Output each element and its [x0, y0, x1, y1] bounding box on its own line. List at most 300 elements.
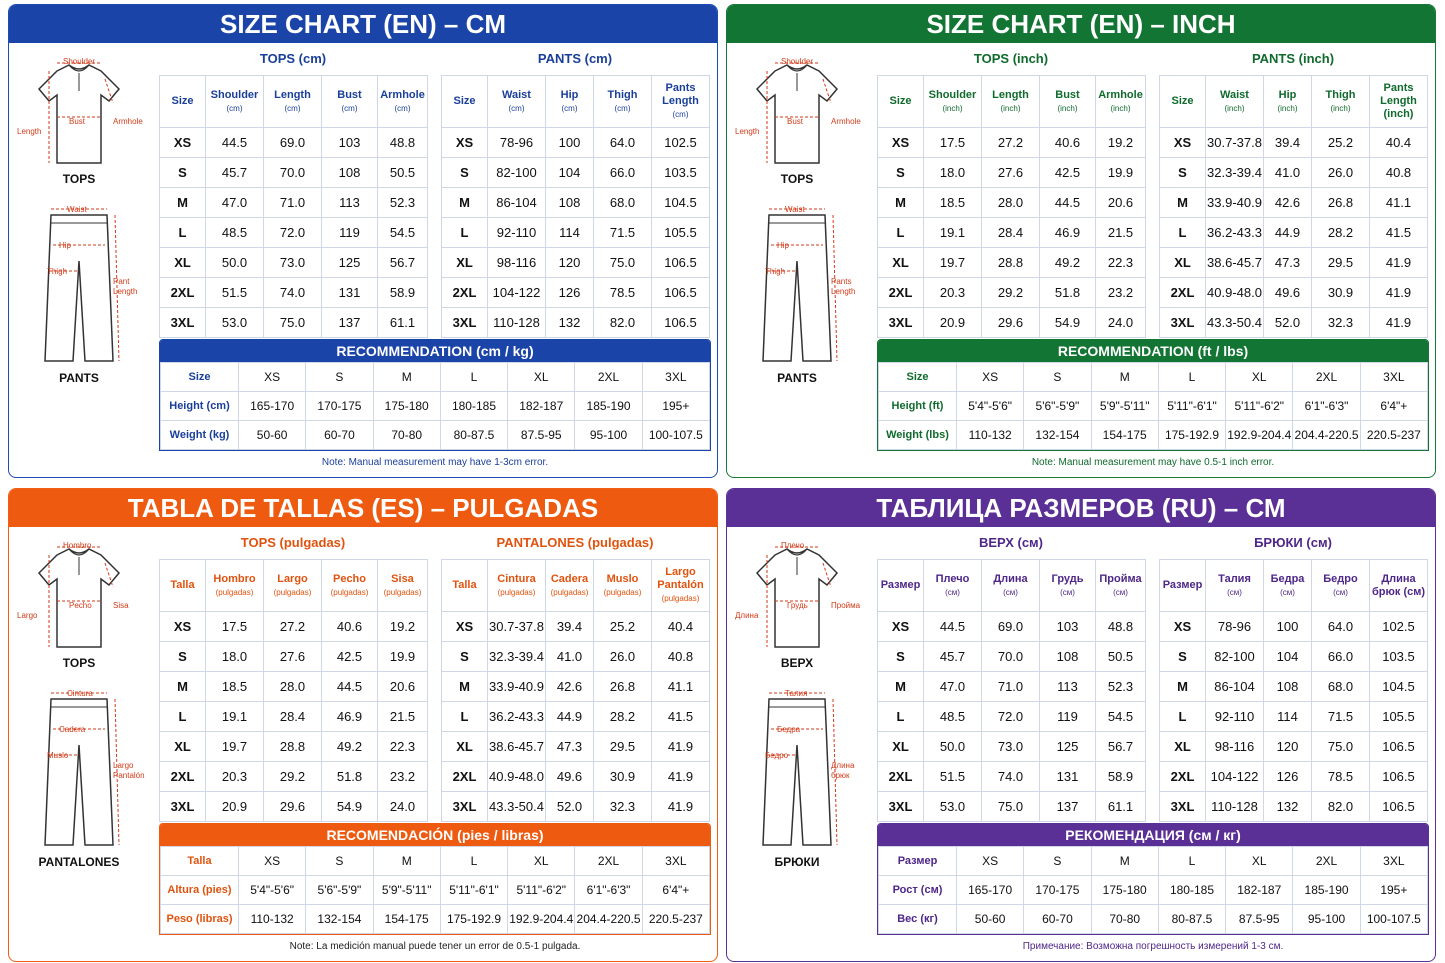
recommendation-row — [879, 847, 1428, 876]
column-header — [206, 560, 264, 612]
table-row — [160, 278, 428, 308]
value-cell: 56.7 — [1096, 732, 1146, 762]
column-header-label: Bust — [1055, 88, 1080, 101]
value-cell: 40.6 — [322, 612, 378, 642]
value-cell: 195+ — [642, 392, 709, 421]
value-cell: 47.3 — [546, 732, 594, 762]
table-row — [878, 188, 1146, 218]
value-cell: 103 — [1040, 612, 1096, 642]
value-cell: 51.5 — [924, 762, 982, 792]
column-header-unit: (pulgadas) — [273, 587, 312, 597]
value-cell: 100 — [546, 128, 594, 158]
column-header-label: Пройма — [1099, 572, 1142, 585]
value-cell: 20.6 — [378, 672, 428, 702]
measurement-figure — [727, 51, 867, 471]
value-cell: 3XL — [642, 847, 709, 876]
value-cell: 108 — [1264, 672, 1312, 702]
value-cell: 86-104 — [488, 188, 546, 218]
value-cell: L — [1158, 847, 1225, 876]
value-cell: 98-116 — [1206, 732, 1264, 762]
value-cell: 42.6 — [1264, 188, 1312, 218]
value-cell: 5'4"-5'6" — [957, 392, 1024, 421]
value-cell: 29.6 — [982, 308, 1040, 338]
table-row — [878, 308, 1146, 338]
value-cell: 18.0 — [924, 158, 982, 188]
row-label: Talla — [161, 847, 239, 876]
recommendation-box — [877, 823, 1429, 935]
value-cell: 43.3-50.4 — [488, 792, 546, 822]
column-header — [442, 560, 488, 612]
column-header-unit: (cm) — [614, 103, 631, 113]
value-cell: 46.9 — [322, 702, 378, 732]
value-cell: 108 — [322, 158, 378, 188]
column-header — [488, 560, 546, 612]
value-cell: 80-87.5 — [1158, 905, 1225, 934]
recommendation-table — [160, 846, 710, 934]
value-cell: 23.2 — [378, 762, 428, 792]
value-cell: 28.0 — [264, 672, 322, 702]
recommendation-table — [878, 362, 1428, 450]
column-header — [1264, 76, 1312, 128]
table-row — [442, 792, 710, 822]
column-header — [1040, 76, 1096, 128]
column-header — [546, 76, 594, 128]
tops-caption: TOPS — [780, 172, 814, 186]
column-header — [546, 560, 594, 612]
recommendation-row — [161, 392, 710, 421]
size-cell: M — [160, 188, 206, 218]
recommendation-row — [879, 392, 1428, 421]
value-cell: 45.7 — [206, 158, 264, 188]
value-cell: 110-132 — [957, 421, 1024, 450]
value-cell: 30.9 — [1312, 278, 1370, 308]
column-header — [264, 76, 322, 128]
column-header — [378, 76, 428, 128]
shoulder-label: Shoulder — [63, 57, 96, 66]
value-cell: 78-96 — [1206, 612, 1264, 642]
bust-label: Грудь — [787, 601, 808, 610]
column-header-label: Waist — [1220, 88, 1249, 101]
value-cell: 92-110 — [488, 218, 546, 248]
pant-length-label: Pant — [113, 277, 130, 286]
waist-label: Waist — [785, 205, 805, 214]
row-label: Вес (кг) — [879, 905, 957, 934]
value-cell: 51.8 — [1040, 278, 1096, 308]
value-cell: 30.7-37.8 — [488, 612, 546, 642]
size-cell: M — [878, 188, 924, 218]
value-cell: 33.9-40.9 — [1206, 188, 1264, 218]
value-cell: 125 — [322, 248, 378, 278]
value-cell: 73.0 — [264, 248, 322, 278]
tops-title: TOPS (pulgadas) — [240, 535, 346, 550]
value-cell: 28.8 — [982, 248, 1040, 278]
column-header-label: Hombro — [213, 572, 256, 585]
value-cell: 25.2 — [594, 612, 652, 642]
value-cell: 5'11"-6'1" — [440, 876, 507, 905]
value-cell: 195+ — [1360, 876, 1427, 905]
value-cell: 50.0 — [206, 248, 264, 278]
size-cell: 3XL — [442, 308, 488, 338]
table-row — [1160, 248, 1428, 278]
value-cell: 175-192.9 — [440, 905, 507, 934]
size-chart-panel-en-cm — [8, 4, 718, 478]
size-cell: XL — [878, 732, 924, 762]
value-cell: 170-175 — [1024, 876, 1091, 905]
value-cell: 120 — [546, 248, 594, 278]
table-row — [1160, 702, 1428, 732]
value-cell: 46.9 — [1040, 218, 1096, 248]
value-cell: 103.5 — [1370, 642, 1428, 672]
size-cell: XL — [442, 248, 488, 278]
pants-caption: PANTS — [777, 371, 817, 385]
pants-caption: PANTALONES — [38, 855, 120, 869]
value-cell: 114 — [546, 218, 594, 248]
column-header-label: Cintura — [497, 572, 536, 585]
value-cell: 120 — [1264, 732, 1312, 762]
value-cell: 82.0 — [1312, 792, 1370, 822]
size-cell: M — [1160, 672, 1206, 702]
length-label: Largo — [17, 611, 38, 620]
value-cell: 53.0 — [206, 308, 264, 338]
value-cell: 44.5 — [924, 612, 982, 642]
column-header-label: Thigh — [1325, 88, 1356, 101]
value-cell: 98-116 — [488, 248, 546, 278]
table-row — [442, 188, 710, 218]
value-cell: 18.5 — [206, 672, 264, 702]
value-cell: 42.5 — [1040, 158, 1096, 188]
value-cell: 106.5 — [1370, 762, 1428, 792]
value-cell: M — [373, 363, 440, 392]
column-header — [264, 560, 322, 612]
value-cell: S — [306, 363, 373, 392]
table-row — [878, 128, 1146, 158]
table-row — [1160, 672, 1428, 702]
value-cell: 71.0 — [982, 672, 1040, 702]
column-header-unit: (см) — [1003, 587, 1018, 597]
value-cell: 66.0 — [1312, 642, 1370, 672]
size-cell: 3XL — [442, 792, 488, 822]
shoulder-label: Плечо — [781, 541, 805, 550]
value-cell: 119 — [322, 218, 378, 248]
value-cell: 44.5 — [206, 128, 264, 158]
column-header — [982, 560, 1040, 612]
column-header-label: Размер — [880, 579, 921, 591]
value-cell: 47.0 — [924, 672, 982, 702]
value-cell: 5'11"-6'2" — [508, 876, 575, 905]
hip-label: Бедра — [777, 725, 801, 734]
column-header-unit: (pulgadas) — [330, 587, 369, 597]
column-header-label: Pecho — [332, 572, 366, 585]
value-cell: 64.0 — [594, 128, 652, 158]
size-cell: XS — [160, 612, 206, 642]
value-cell: 18.5 — [924, 188, 982, 218]
table-row — [1160, 642, 1428, 672]
value-cell: 6'1"-6'3" — [575, 876, 642, 905]
header-row — [442, 76, 710, 128]
pants-caption: БРЮКИ — [774, 855, 820, 869]
length-label: Length — [735, 127, 760, 136]
value-cell: 22.3 — [378, 732, 428, 762]
value-cell: 106.5 — [652, 308, 710, 338]
value-cell: 6'1"-6'3" — [1293, 392, 1360, 421]
pants-diagram-icon — [9, 201, 149, 371]
tops-table — [159, 559, 428, 822]
value-cell: 22.3 — [1096, 248, 1146, 278]
length-label: Длина — [735, 611, 759, 620]
value-cell: 220.5-237 — [642, 905, 709, 934]
column-header-label: Bust — [337, 88, 362, 101]
value-cell: 95-100 — [575, 421, 642, 450]
value-cell: 104.5 — [1370, 672, 1428, 702]
column-header — [160, 76, 206, 128]
value-cell: 41.9 — [652, 792, 710, 822]
shoulder-label: Hombro — [63, 541, 92, 550]
value-cell: 26.8 — [1312, 188, 1370, 218]
size-chart-panel-ru-cm — [726, 488, 1436, 962]
value-cell: 40.9-48.0 — [488, 762, 546, 792]
value-cell: 72.0 — [264, 218, 322, 248]
armhole-label: Armhole — [113, 117, 143, 126]
column-header-unit: (cm) — [341, 103, 358, 113]
value-cell: 48.8 — [1096, 612, 1146, 642]
measurement-note: Note: La medición manual puede tener un error de 0.5-1 pulgada. — [289, 941, 581, 952]
value-cell: 70-80 — [373, 421, 440, 450]
length-label: Length — [17, 127, 42, 136]
value-cell: 105.5 — [1370, 702, 1428, 732]
tops-title: ВЕРХ (см) — [978, 535, 1044, 550]
column-header-unit: (inch) — [1000, 103, 1021, 113]
pants-caption: PANTS — [59, 371, 99, 385]
value-cell: 25.2 — [1312, 128, 1370, 158]
value-cell: 3XL — [1360, 363, 1427, 392]
value-cell: 43.3-50.4 — [1206, 308, 1264, 338]
value-cell: 41.5 — [1370, 218, 1428, 248]
column-header — [1264, 560, 1312, 612]
value-cell: 100 — [1264, 612, 1312, 642]
value-cell: 70-80 — [1091, 905, 1158, 934]
column-header-unit: (inch) — [1224, 103, 1245, 113]
pant-length-label-2: Length — [113, 287, 138, 296]
tops-caption: TOPS — [62, 656, 96, 670]
value-cell: 78.5 — [594, 278, 652, 308]
measurement-figure — [727, 535, 867, 955]
table-row — [160, 612, 428, 642]
value-cell: 108 — [546, 188, 594, 218]
table-row — [878, 762, 1146, 792]
column-header-unit: (cm) — [226, 103, 243, 113]
value-cell: S — [1024, 847, 1091, 876]
size-cell: S — [878, 158, 924, 188]
value-cell: 30.9 — [594, 762, 652, 792]
column-header — [1096, 76, 1146, 128]
value-cell: 192.9-204.4 — [508, 905, 575, 934]
value-cell: 126 — [546, 278, 594, 308]
value-cell: 28.4 — [982, 218, 1040, 248]
thigh-label: Muslo — [47, 751, 69, 760]
recommendation-row — [879, 421, 1428, 450]
value-cell: 48.8 — [378, 128, 428, 158]
value-cell: 175-180 — [373, 392, 440, 421]
column-header — [488, 76, 546, 128]
size-cell: XL — [160, 248, 206, 278]
table-row — [878, 702, 1146, 732]
value-cell: 5'11"-6'1" — [1158, 392, 1225, 421]
panel-title: SIZE CHART (EN) – CM — [9, 5, 717, 43]
recommendation-box — [159, 823, 711, 935]
recommendation-row — [161, 905, 710, 934]
column-header-label: Talla — [452, 579, 477, 591]
table-row — [878, 218, 1146, 248]
value-cell: 49.6 — [546, 762, 594, 792]
value-cell: 137 — [1040, 792, 1096, 822]
value-cell: 69.0 — [264, 128, 322, 158]
value-cell: 125 — [1040, 732, 1096, 762]
value-cell: 41.9 — [1370, 248, 1428, 278]
value-cell: 19.9 — [1096, 158, 1146, 188]
row-label: Height (cm) — [161, 392, 239, 421]
value-cell: 86-104 — [1206, 672, 1264, 702]
armhole-label: Armhole — [831, 117, 861, 126]
value-cell: 69.0 — [982, 612, 1040, 642]
value-cell: 29.5 — [1312, 248, 1370, 278]
value-cell: 27.6 — [264, 642, 322, 672]
table-row — [878, 612, 1146, 642]
value-cell: 185-190 — [575, 392, 642, 421]
measurement-figure — [9, 535, 149, 955]
value-cell: 175-180 — [1091, 876, 1158, 905]
value-cell: 29.2 — [264, 762, 322, 792]
value-cell: 48.5 — [924, 702, 982, 732]
column-header — [594, 560, 652, 612]
column-header-label: Armhole — [380, 88, 425, 101]
value-cell: 87.5-95 — [1226, 905, 1293, 934]
row-label: Weight (kg) — [161, 421, 239, 450]
value-cell: 32.3 — [1312, 308, 1370, 338]
value-cell: XL — [508, 847, 575, 876]
value-cell: 5'6"-5'9" — [306, 876, 373, 905]
value-cell: 108 — [1040, 642, 1096, 672]
value-cell: 28.0 — [982, 188, 1040, 218]
thigh-label: Thigh — [765, 267, 786, 276]
size-cell: M — [160, 672, 206, 702]
size-cell: 2XL — [878, 762, 924, 792]
value-cell: 29.5 — [594, 732, 652, 762]
value-cell: 28.2 — [594, 702, 652, 732]
value-cell: 71.0 — [264, 188, 322, 218]
pants-title: БРЮКИ (см) — [1254, 535, 1332, 550]
value-cell: 23.2 — [1096, 278, 1146, 308]
panel-title: ТАБЛИЦА РАЗМЕРОВ (RU) – СМ — [727, 489, 1435, 527]
value-cell: 182-187 — [508, 392, 575, 421]
column-header — [1096, 560, 1146, 612]
thigh-label: Бедро — [765, 751, 789, 760]
value-cell: XS — [957, 847, 1024, 876]
pants-table — [1159, 75, 1428, 338]
value-cell: 38.6-45.7 — [488, 732, 546, 762]
column-header-label: Размер — [1162, 579, 1203, 591]
value-cell: 20.3 — [924, 278, 982, 308]
value-cell: 70.0 — [264, 158, 322, 188]
column-header — [1040, 560, 1096, 612]
value-cell: 39.4 — [1264, 128, 1312, 158]
value-cell: 41.1 — [1370, 188, 1428, 218]
tops-title: TOPS (cm) — [259, 51, 327, 66]
table-row — [160, 218, 428, 248]
value-cell: 44.5 — [322, 672, 378, 702]
value-cell: 5'9"-5'11" — [373, 876, 440, 905]
header-row — [878, 560, 1146, 612]
value-cell: 40.4 — [1370, 128, 1428, 158]
header-row — [442, 560, 710, 612]
size-cell: 3XL — [1160, 308, 1206, 338]
table-row — [878, 278, 1146, 308]
value-cell: 44.9 — [546, 702, 594, 732]
column-header-unit: (inch) — [1330, 103, 1351, 113]
size-cell: S — [160, 642, 206, 672]
value-cell: 104 — [546, 158, 594, 188]
value-cell: 78.5 — [1312, 762, 1370, 792]
measurement-note: Примечание: Возможна погрешность измерений 1-3 см. — [1022, 941, 1284, 952]
size-cell: XS — [1160, 612, 1206, 642]
pants-diagram-icon — [727, 201, 867, 371]
t-shirt-diagram-icon — [727, 535, 867, 665]
value-cell: 102.5 — [652, 128, 710, 158]
column-header-label: Talla — [170, 579, 195, 591]
column-header-unit: (pulgadas) — [383, 587, 422, 597]
pant-length-label: Длина — [831, 761, 855, 770]
column-header-label: Length — [992, 88, 1029, 101]
size-cell: XS — [1160, 128, 1206, 158]
value-cell: 54.9 — [322, 792, 378, 822]
value-cell: 40.8 — [652, 642, 710, 672]
value-cell: 41.0 — [1264, 158, 1312, 188]
value-cell: 32.3 — [594, 792, 652, 822]
value-cell: 106.5 — [652, 248, 710, 278]
value-cell: 21.5 — [1096, 218, 1146, 248]
value-cell: 61.1 — [1096, 792, 1146, 822]
table-row — [442, 248, 710, 278]
recommendation-title: RECOMMENDATION (cm / kg) — [160, 340, 710, 362]
value-cell: 27.2 — [982, 128, 1040, 158]
value-cell: 48.5 — [206, 218, 264, 248]
value-cell: 113 — [1040, 672, 1096, 702]
value-cell: 38.6-45.7 — [1206, 248, 1264, 278]
value-cell: 52.3 — [378, 188, 428, 218]
value-cell: 41.0 — [546, 642, 594, 672]
value-cell: 24.0 — [1096, 308, 1146, 338]
column-header-unit: (inch) — [1110, 103, 1131, 113]
value-cell: 27.2 — [264, 612, 322, 642]
column-header-unit: (pulgadas) — [661, 594, 700, 603]
measurement-figure — [9, 51, 149, 471]
value-cell: 30.7-37.8 — [1206, 128, 1264, 158]
value-cell: 82.0 — [594, 308, 652, 338]
column-header-unit: (cm) — [561, 103, 578, 113]
column-header-label: Size — [453, 95, 476, 107]
row-label: Size — [161, 363, 239, 392]
value-cell: 119 — [1040, 702, 1096, 732]
size-cell: 2XL — [442, 278, 488, 308]
armhole-label: Пройма — [831, 601, 861, 610]
table-row — [442, 158, 710, 188]
hip-label: Cadera — [59, 725, 86, 734]
size-cell: L — [878, 702, 924, 732]
value-cell: 36.2-43.3 — [488, 702, 546, 732]
value-cell: 75.0 — [1312, 732, 1370, 762]
size-cell: L — [878, 218, 924, 248]
value-cell: 6'4"+ — [1360, 392, 1427, 421]
value-cell: 26.0 — [1312, 158, 1370, 188]
